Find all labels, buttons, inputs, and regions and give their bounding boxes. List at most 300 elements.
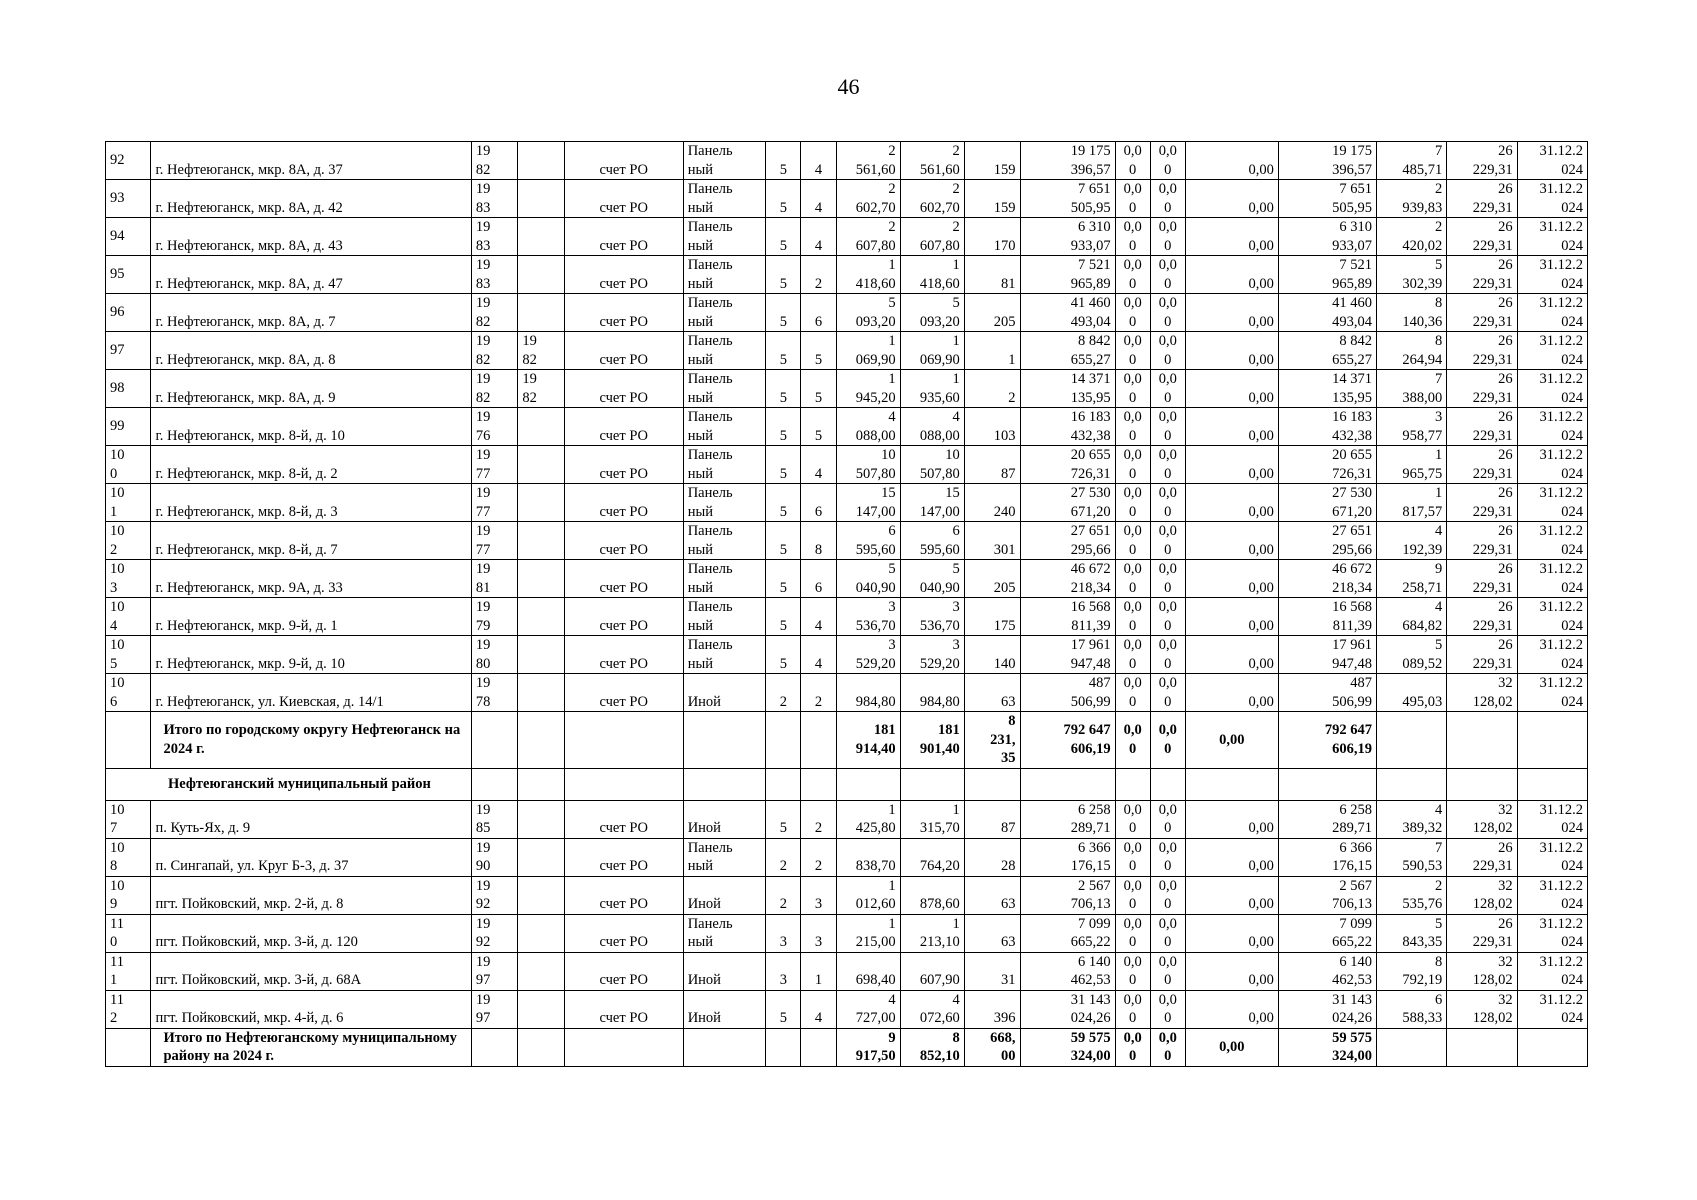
owners-fund-cell: 8 842 655,27 <box>1278 332 1376 370</box>
limit-cost-cell: 32 128,02 <box>1447 952 1517 990</box>
floors-cell: 3 <box>766 914 801 952</box>
account-type-cell: счет РО <box>564 800 683 838</box>
limit-cost-cell: 32 128,02 <box>1447 674 1517 712</box>
fund-cell: 0,00 <box>1185 522 1278 560</box>
empty-cell <box>900 768 964 800</box>
table-row <box>106 332 1588 370</box>
residents-cell: 28 <box>964 838 1020 876</box>
account-type-cell: счет РО <box>564 838 683 876</box>
fund-cell: 0,00 <box>1185 446 1278 484</box>
fund-cell: 0,0 0 <box>1150 952 1185 990</box>
table-row <box>106 142 1588 180</box>
year-cell <box>518 446 565 484</box>
fund-cell: 0,00 <box>1185 636 1278 674</box>
table-row <box>106 598 1588 636</box>
floors-cell: 5 <box>766 990 801 1028</box>
year-cell <box>518 256 565 294</box>
cost-per-m2-cell: 6 588,33 <box>1377 990 1447 1028</box>
residents-cell: 175 <box>964 598 1020 636</box>
owners-fund-cell: 792 647 606,19 <box>1278 712 1376 769</box>
empty-cell <box>471 1028 518 1066</box>
total-area-cell: 5 040,90 <box>836 560 900 598</box>
completion-date-cell: 31.12.2 024 <box>1517 990 1587 1028</box>
year-built-cell: 19 92 <box>471 914 518 952</box>
fund-cell: 0,0 0 <box>1150 522 1185 560</box>
fund-cell: 0,0 0 <box>1115 1028 1150 1066</box>
empty-cell <box>1517 1028 1587 1066</box>
cost-per-m2-cell: 8 140,36 <box>1377 294 1447 332</box>
total-area-cell: 10 507,80 <box>836 446 900 484</box>
fund-cell: 0,0 0 <box>1115 952 1150 990</box>
address-cell: г. Нефтеюганск, мкр. 8А, д. 43 <box>151 218 471 256</box>
year-cell <box>518 876 565 914</box>
repair-program-table <box>105 141 1588 1067</box>
address-cell: г. Нефтеюганск, мкр. 8А, д. 37 <box>151 142 471 180</box>
fund-cell: 0,00 <box>1185 294 1278 332</box>
living-area-cell: 15 147,00 <box>900 484 964 522</box>
row-number-cell: 10 9 <box>106 876 151 914</box>
floors-cell: 5 <box>766 180 801 218</box>
total-area-cell: 2 602,70 <box>836 180 900 218</box>
row-number-cell: 10 3 <box>106 560 151 598</box>
row-number-cell: 10 5 <box>106 636 151 674</box>
completion-date-cell: 31.12.2 024 <box>1517 636 1587 674</box>
fund-cell: 0,0 0 <box>1150 256 1185 294</box>
year-built-cell: 19 80 <box>471 636 518 674</box>
total-area-cell: 3 529,20 <box>836 636 900 674</box>
empty-cell <box>1115 768 1150 800</box>
fund-cell: 0,0 0 <box>1150 1028 1185 1066</box>
address-cell: п. Сингапай, ул. Круг Б-3, д. 37 <box>151 838 471 876</box>
address-cell: г. Нефтеюганск, мкр. 8А, д. 8 <box>151 332 471 370</box>
completion-date-cell: 31.12.2 024 <box>1517 446 1587 484</box>
fund-cell: 0,00 <box>1185 876 1278 914</box>
fund-cell: 0,0 0 <box>1115 484 1150 522</box>
completion-date-cell: 31.12.2 024 <box>1517 218 1587 256</box>
completion-date-cell: 31.12.2 024 <box>1517 952 1587 990</box>
empty-cell <box>564 1028 683 1066</box>
account-type-cell: счет РО <box>564 142 683 180</box>
cost-per-m2-cell: 7 590,53 <box>1377 838 1447 876</box>
account-type-cell: счет РО <box>564 484 683 522</box>
address-cell: г. Нефтеюганск, мкр. 9-й, д. 10 <box>151 636 471 674</box>
wall-material-cell: Иной <box>683 876 766 914</box>
fund-cell: 0,0 0 <box>1115 674 1150 712</box>
row-number-cell: 92 <box>106 142 151 180</box>
fund-cell: 0,0 0 <box>1115 560 1150 598</box>
empty-cell <box>801 1028 836 1066</box>
completion-date-cell: 31.12.2 024 <box>1517 332 1587 370</box>
year-built-cell: 19 77 <box>471 522 518 560</box>
year-cell <box>518 408 565 446</box>
owners-fund-cell: 31 143 024,26 <box>1278 990 1376 1028</box>
residents-cell: 668, 00 <box>964 1028 1020 1066</box>
limit-cost-cell: 26 229,31 <box>1447 560 1517 598</box>
empty-cell <box>1447 712 1517 769</box>
owners-fund-cell: 41 460 493,04 <box>1278 294 1376 332</box>
row-number-cell: 97 <box>106 332 151 370</box>
total-label: Итого по городскому округу Нефтеюганск на 2024 г. <box>151 712 471 769</box>
empty-cell <box>518 1028 565 1066</box>
total-area-cell: 5 093,20 <box>836 294 900 332</box>
cost-per-m2-cell: 3 958,77 <box>1377 408 1447 446</box>
limit-cost-cell: 26 229,31 <box>1447 838 1517 876</box>
account-type-cell: счет РО <box>564 446 683 484</box>
fund-cell: 0,0 0 <box>1115 180 1150 218</box>
entrances-cell: 2 <box>801 256 836 294</box>
cost-per-m2-cell: 1 817,57 <box>1377 484 1447 522</box>
fund-cell: 0,00 <box>1185 332 1278 370</box>
row-number-cell: 11 0 <box>106 914 151 952</box>
limit-cost-cell: 26 229,31 <box>1447 256 1517 294</box>
fund-cell: 0,0 0 <box>1150 876 1185 914</box>
fund-cell: 0,0 0 <box>1115 522 1150 560</box>
table-row <box>106 876 1588 914</box>
fund-cell: 0,0 0 <box>1115 370 1150 408</box>
residents-cell: 205 <box>964 560 1020 598</box>
fund-cell: 0,0 0 <box>1150 332 1185 370</box>
total-cost-cell: 792 647 606,19 <box>1020 712 1115 769</box>
address-cell: г. Нефтеюганск, мкр. 9А, д. 33 <box>151 560 471 598</box>
year-built-cell: 19 83 <box>471 180 518 218</box>
floors-cell: 2 <box>766 674 801 712</box>
year-built-cell: 19 97 <box>471 990 518 1028</box>
limit-cost-cell: 26 229,31 <box>1447 294 1517 332</box>
completion-date-cell: 31.12.2 024 <box>1517 522 1587 560</box>
address-cell: г. Нефтеюганск, мкр. 8А, д. 42 <box>151 180 471 218</box>
completion-date-cell: 31.12.2 024 <box>1517 484 1587 522</box>
residents-cell: 396 <box>964 990 1020 1028</box>
floors-cell: 2 <box>766 876 801 914</box>
living-area-cell: 607,90 <box>900 952 964 990</box>
cost-per-m2-cell: 4 389,32 <box>1377 800 1447 838</box>
table-row <box>106 446 1588 484</box>
total-cost-cell: 2 567 706,13 <box>1020 876 1115 914</box>
total-area-cell: 1 945,20 <box>836 370 900 408</box>
year-built-cell: 19 77 <box>471 446 518 484</box>
year-built-cell: 19 82 <box>471 332 518 370</box>
living-area-cell: 984,80 <box>900 674 964 712</box>
account-type-cell: счет РО <box>564 294 683 332</box>
address-cell: г. Нефтеюганск, мкр. 8А, д. 9 <box>151 370 471 408</box>
table-row <box>106 838 1588 876</box>
row-number-cell: 10 2 <box>106 522 151 560</box>
account-type-cell: счет РО <box>564 180 683 218</box>
row-number-cell: 94 <box>106 218 151 256</box>
fund-cell: 0,00 <box>1185 712 1278 769</box>
row-number-cell: 10 6 <box>106 674 151 712</box>
owners-fund-cell: 7 651 505,95 <box>1278 180 1376 218</box>
entrances-cell: 6 <box>801 294 836 332</box>
limit-cost-cell: 26 229,31 <box>1447 218 1517 256</box>
residents-cell: 87 <box>964 446 1020 484</box>
completion-date-cell: 31.12.2 024 <box>1517 674 1587 712</box>
table-row <box>106 180 1588 218</box>
owners-fund-cell: 7 099 665,22 <box>1278 914 1376 952</box>
total-area-cell: 838,70 <box>836 838 900 876</box>
residents-cell: 159 <box>964 180 1020 218</box>
table-row <box>106 370 1588 408</box>
account-type-cell: счет РО <box>564 952 683 990</box>
total-cost-cell: 19 175 396,57 <box>1020 142 1115 180</box>
residents-cell: 63 <box>964 876 1020 914</box>
account-type-cell: счет РО <box>564 560 683 598</box>
empty-cell <box>518 768 565 800</box>
year-built-cell: 19 90 <box>471 838 518 876</box>
total-cost-cell: 14 371 135,95 <box>1020 370 1115 408</box>
completion-date-cell: 31.12.2 024 <box>1517 876 1587 914</box>
year-built-cell: 19 79 <box>471 598 518 636</box>
total-cost-cell: 59 575 324,00 <box>1020 1028 1115 1066</box>
empty-cell <box>1447 768 1517 800</box>
total-cost-cell: 6 258 289,71 <box>1020 800 1115 838</box>
total-area-cell: 2 561,60 <box>836 142 900 180</box>
fund-cell: 0,0 0 <box>1150 180 1185 218</box>
fund-cell: 0,00 <box>1185 838 1278 876</box>
table-row <box>106 560 1588 598</box>
fund-cell: 0,0 0 <box>1150 484 1185 522</box>
residents-cell: 87 <box>964 800 1020 838</box>
floors-cell: 5 <box>766 522 801 560</box>
floors-cell: 5 <box>766 142 801 180</box>
completion-date-cell: 31.12.2 024 <box>1517 180 1587 218</box>
entrances-cell: 8 <box>801 522 836 560</box>
living-area-cell: 878,60 <box>900 876 964 914</box>
total-cost-cell: 46 672 218,34 <box>1020 560 1115 598</box>
total-label: Итого по Нефтеюганскому муниципальному району на 2024 г. <box>151 1028 471 1066</box>
row-number-cell: 11 2 <box>106 990 151 1028</box>
total-area-cell: 9 917,50 <box>836 1028 900 1066</box>
year-cell <box>518 294 565 332</box>
total-cost-cell: 487 506,99 <box>1020 674 1115 712</box>
wall-material-cell: Панель ный <box>683 218 766 256</box>
wall-material-cell: Панель ный <box>683 446 766 484</box>
living-area-cell: 1 069,90 <box>900 332 964 370</box>
wall-material-cell: Панель ный <box>683 180 766 218</box>
total-cost-cell: 7 521 965,89 <box>1020 256 1115 294</box>
limit-cost-cell: 26 229,31 <box>1447 142 1517 180</box>
fund-cell: 0,00 <box>1185 218 1278 256</box>
year-built-cell: 19 82 <box>471 294 518 332</box>
table-row <box>106 256 1588 294</box>
fund-cell: 0,0 0 <box>1150 838 1185 876</box>
limit-cost-cell: 26 229,31 <box>1447 598 1517 636</box>
cost-per-m2-cell: 5 843,35 <box>1377 914 1447 952</box>
fund-cell: 0,0 0 <box>1150 636 1185 674</box>
year-built-cell: 19 85 <box>471 800 518 838</box>
year-built-cell: 19 97 <box>471 952 518 990</box>
living-area-cell: 1 935,60 <box>900 370 964 408</box>
cost-per-m2-cell: 1 965,75 <box>1377 446 1447 484</box>
table-row <box>106 990 1588 1028</box>
empty-cell <box>1377 1028 1447 1066</box>
year-cell <box>518 914 565 952</box>
owners-fund-cell: 6 366 176,15 <box>1278 838 1376 876</box>
wall-material-cell: Иной <box>683 952 766 990</box>
owners-fund-cell: 27 530 671,20 <box>1278 484 1376 522</box>
total-cost-cell: 6 366 176,15 <box>1020 838 1115 876</box>
limit-cost-cell: 32 128,02 <box>1447 990 1517 1028</box>
year-built-cell: 19 78 <box>471 674 518 712</box>
wall-material-cell: Панель ный <box>683 838 766 876</box>
total-cost-cell: 17 961 947,48 <box>1020 636 1115 674</box>
fund-cell: 0,00 <box>1185 142 1278 180</box>
living-area-cell: 1 213,10 <box>900 914 964 952</box>
entrances-cell: 5 <box>801 408 836 446</box>
total-cost-cell: 8 842 655,27 <box>1020 332 1115 370</box>
wall-material-cell: Панель ный <box>683 408 766 446</box>
year-cell <box>518 800 565 838</box>
fund-cell: 0,0 0 <box>1150 370 1185 408</box>
account-type-cell: счет РО <box>564 370 683 408</box>
wall-material-cell: Иной <box>683 674 766 712</box>
fund-cell: 0,0 0 <box>1115 838 1150 876</box>
account-type-cell: счет РО <box>564 636 683 674</box>
entrances-cell: 5 <box>801 370 836 408</box>
row-number-cell: 98 <box>106 370 151 408</box>
total-cost-cell: 27 530 671,20 <box>1020 484 1115 522</box>
row-number-cell: 99 <box>106 408 151 446</box>
empty-cell <box>683 768 766 800</box>
entrances-cell: 6 <box>801 560 836 598</box>
residents-cell: 81 <box>964 256 1020 294</box>
limit-cost-cell: 26 229,31 <box>1447 484 1517 522</box>
residents-cell: 205 <box>964 294 1020 332</box>
year-cell: 19 82 <box>518 370 565 408</box>
cost-per-m2-cell: 495,03 <box>1377 674 1447 712</box>
empty-cell <box>801 712 836 769</box>
total-cost-cell: 20 655 726,31 <box>1020 446 1115 484</box>
empty-cell <box>564 768 683 800</box>
section-header-row <box>106 768 1588 800</box>
living-area-cell: 10 507,80 <box>900 446 964 484</box>
wall-material-cell: Панель ный <box>683 636 766 674</box>
entrances-cell: 4 <box>801 218 836 256</box>
owners-fund-cell: 27 651 295,66 <box>1278 522 1376 560</box>
floors-cell: 5 <box>766 560 801 598</box>
address-cell: г. Нефтеюганск, мкр. 8-й, д. 3 <box>151 484 471 522</box>
total-area-cell: 1 069,90 <box>836 332 900 370</box>
account-type-cell: счет РО <box>564 876 683 914</box>
wall-material-cell: Панель ный <box>683 484 766 522</box>
total-area-cell: 1 425,80 <box>836 800 900 838</box>
limit-cost-cell: 26 229,31 <box>1447 370 1517 408</box>
fund-cell: 0,0 0 <box>1150 914 1185 952</box>
living-area-cell: 1 315,70 <box>900 800 964 838</box>
empty-cell <box>1377 712 1447 769</box>
table-row <box>106 914 1588 952</box>
total-area-cell: 4 727,00 <box>836 990 900 1028</box>
entrances-cell: 4 <box>801 446 836 484</box>
table-row <box>106 800 1588 838</box>
wall-material-cell: Панель ный <box>683 598 766 636</box>
year-built-cell: 19 83 <box>471 218 518 256</box>
table-row <box>106 674 1588 712</box>
address-cell: г. Нефтеюганск, мкр. 8-й, д. 2 <box>151 446 471 484</box>
floors-cell: 3 <box>766 952 801 990</box>
completion-date-cell: 31.12.2 024 <box>1517 408 1587 446</box>
wall-material-cell: Панель ный <box>683 522 766 560</box>
fund-cell: 0,00 <box>1185 800 1278 838</box>
completion-date-cell: 31.12.2 024 <box>1517 142 1587 180</box>
wall-material-cell: Иной <box>683 990 766 1028</box>
fund-cell: 0,0 0 <box>1150 408 1185 446</box>
entrances-cell: 2 <box>801 800 836 838</box>
fund-cell: 0,0 0 <box>1150 598 1185 636</box>
total-cost-cell: 16 183 432,38 <box>1020 408 1115 446</box>
fund-cell: 0,0 0 <box>1150 990 1185 1028</box>
owners-fund-cell: 6 258 289,71 <box>1278 800 1376 838</box>
fund-cell: 0,00 <box>1185 598 1278 636</box>
living-area-cell: 4 088,00 <box>900 408 964 446</box>
fund-cell: 0,0 0 <box>1150 218 1185 256</box>
wall-material-cell: Панель ный <box>683 332 766 370</box>
living-area-cell: 181 901,40 <box>900 712 964 769</box>
address-cell: г. Нефтеюганск, мкр. 8-й, д. 10 <box>151 408 471 446</box>
empty-cell <box>766 1028 801 1066</box>
row-number-cell: 95 <box>106 256 151 294</box>
fund-cell: 0,0 0 <box>1115 876 1150 914</box>
empty-cell <box>964 768 1020 800</box>
year-cell <box>518 990 565 1028</box>
total-area-cell: 1 012,60 <box>836 876 900 914</box>
total-cost-cell: 6 140 462,53 <box>1020 952 1115 990</box>
total-area-cell: 15 147,00 <box>836 484 900 522</box>
living-area-cell: 5 093,20 <box>900 294 964 332</box>
empty-cell <box>766 768 801 800</box>
table-row <box>106 408 1588 446</box>
empty-cell <box>1278 768 1376 800</box>
total-cost-cell: 31 143 024,26 <box>1020 990 1115 1028</box>
residents-cell: 2 <box>964 370 1020 408</box>
living-area-cell: 1 418,60 <box>900 256 964 294</box>
empty-cell <box>564 712 683 769</box>
empty-cell <box>766 712 801 769</box>
fund-cell: 0,00 <box>1185 408 1278 446</box>
fund-cell: 0,00 <box>1185 370 1278 408</box>
empty-cell <box>1377 768 1447 800</box>
address-cell: п. Куть-Ях, д. 9 <box>151 800 471 838</box>
year-built-cell: 19 81 <box>471 560 518 598</box>
table-row <box>106 218 1588 256</box>
owners-fund-cell: 16 568 811,39 <box>1278 598 1376 636</box>
table-row <box>106 294 1588 332</box>
total-area-cell: 698,40 <box>836 952 900 990</box>
limit-cost-cell: 26 229,31 <box>1447 914 1517 952</box>
living-area-cell: 5 040,90 <box>900 560 964 598</box>
fund-cell: 0,00 <box>1185 914 1278 952</box>
cost-per-m2-cell: 2 420,02 <box>1377 218 1447 256</box>
owners-fund-cell: 6 310 933,07 <box>1278 218 1376 256</box>
empty-cell <box>518 712 565 769</box>
entrances-cell: 4 <box>801 180 836 218</box>
fund-cell: 0,0 0 <box>1115 800 1150 838</box>
account-type-cell: счет РО <box>564 256 683 294</box>
cost-per-m2-cell: 7 485,71 <box>1377 142 1447 180</box>
fund-cell: 0,0 0 <box>1115 914 1150 952</box>
row-number-cell: 10 0 <box>106 446 151 484</box>
cost-per-m2-cell: 2 939,83 <box>1377 180 1447 218</box>
limit-cost-cell: 26 229,31 <box>1447 180 1517 218</box>
floors-cell: 5 <box>766 332 801 370</box>
residents-cell: 159 <box>964 142 1020 180</box>
fund-cell: 0,0 0 <box>1115 408 1150 446</box>
entrances-cell: 4 <box>801 636 836 674</box>
limit-cost-cell: 32 128,02 <box>1447 876 1517 914</box>
total-area-cell: 2 607,80 <box>836 218 900 256</box>
total-cost-cell: 41 460 493,04 <box>1020 294 1115 332</box>
fund-cell: 0,0 0 <box>1150 712 1185 769</box>
